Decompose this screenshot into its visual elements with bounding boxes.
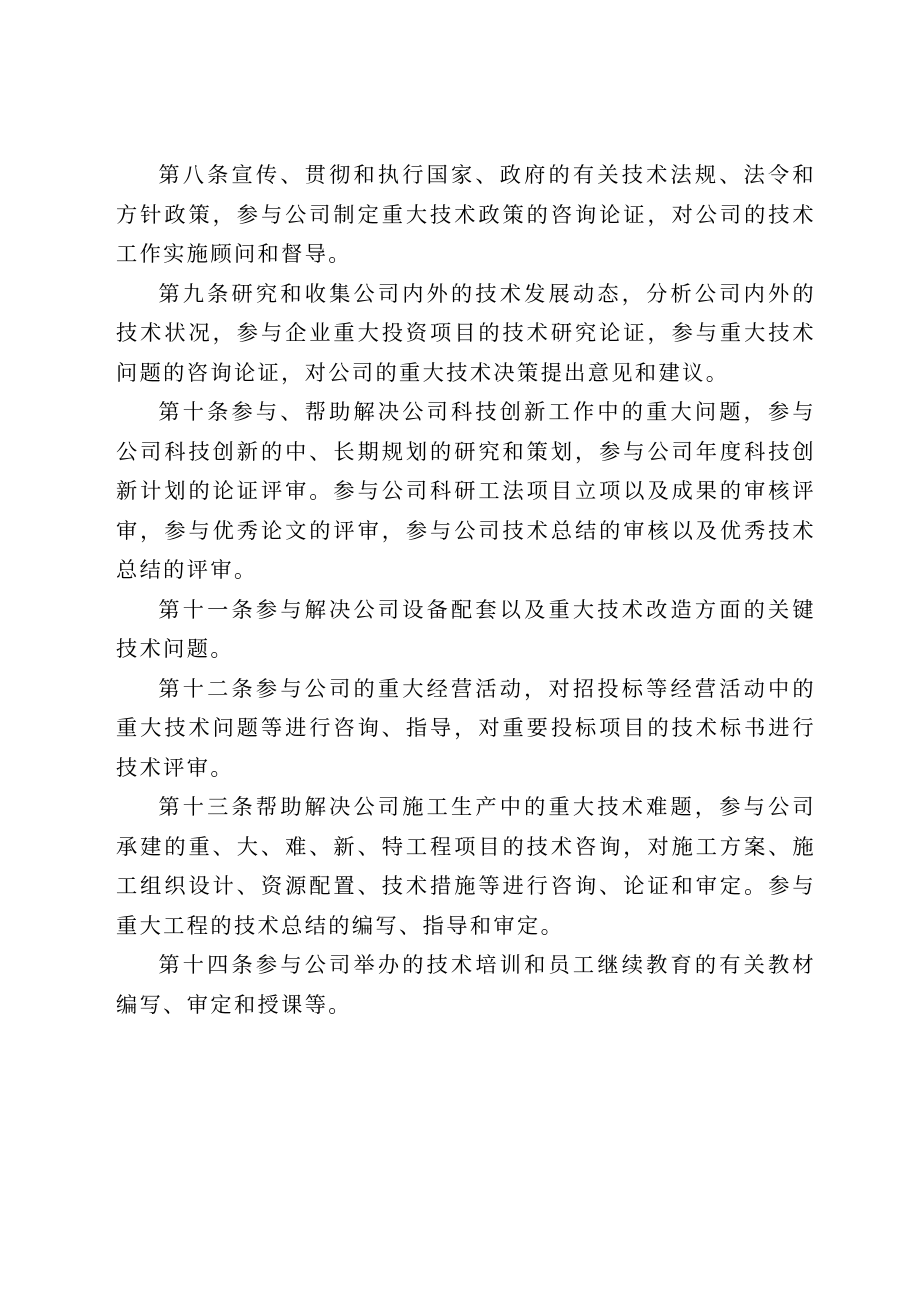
document-body (116, 155, 816, 1024)
article-8: 第八条宣传、贯彻和执行国家、政府的有关技术法规、法令和方针政策，参与公司制定重大技术政策的咨询论证，对公司的技术工作实施顾问和督导。 (116, 162, 816, 266)
article-13: 第十三条帮助解决公司施工生产中的重大技术难题，参与公司承建的重、大、难、新、特工程项目的技术咨询，对施工方案、施工组织设计、资源配置、技术措施等进行咨询、论证和审定。参与重大工程的技术总结的编写、指导和审定。 (116, 794, 816, 938)
article-14: 第十四条参与公司举办的技术培训和员工继续教育的有关教材编写、审定和授课等。 (116, 952, 816, 1017)
article-9: 第九条研究和收集公司内外的技术发展动态，分析公司内外的技术状况，参与企业重大投资项目的技术研究论证，参与重大技术问题的咨询论证，对公司的重大技术决策提出意见和建议。 (116, 280, 816, 385)
article-11: 第十一条参与解决公司设备配套以及重大技术改造方面的关键技术问题。 (116, 596, 816, 661)
article-12: 第十二条参与公司的重大经营活动，对招投标等经营活动中的重大技术问题等进行咨询、指导，对重要投标项目的技术标书进行技术评审。 (116, 675, 816, 780)
article-10: 第十条参与、帮助解决公司科技创新工作中的重大问题，参与公司科技创新的中、长期规划的研究和策划，参与公司年度科技创新计划的论证评审。参与公司科研工法项目立项以及成果的审核评审，参与优秀论文的评审，参与公司技术总结的审核以及优秀技术总结的评审。 (116, 399, 816, 582)
